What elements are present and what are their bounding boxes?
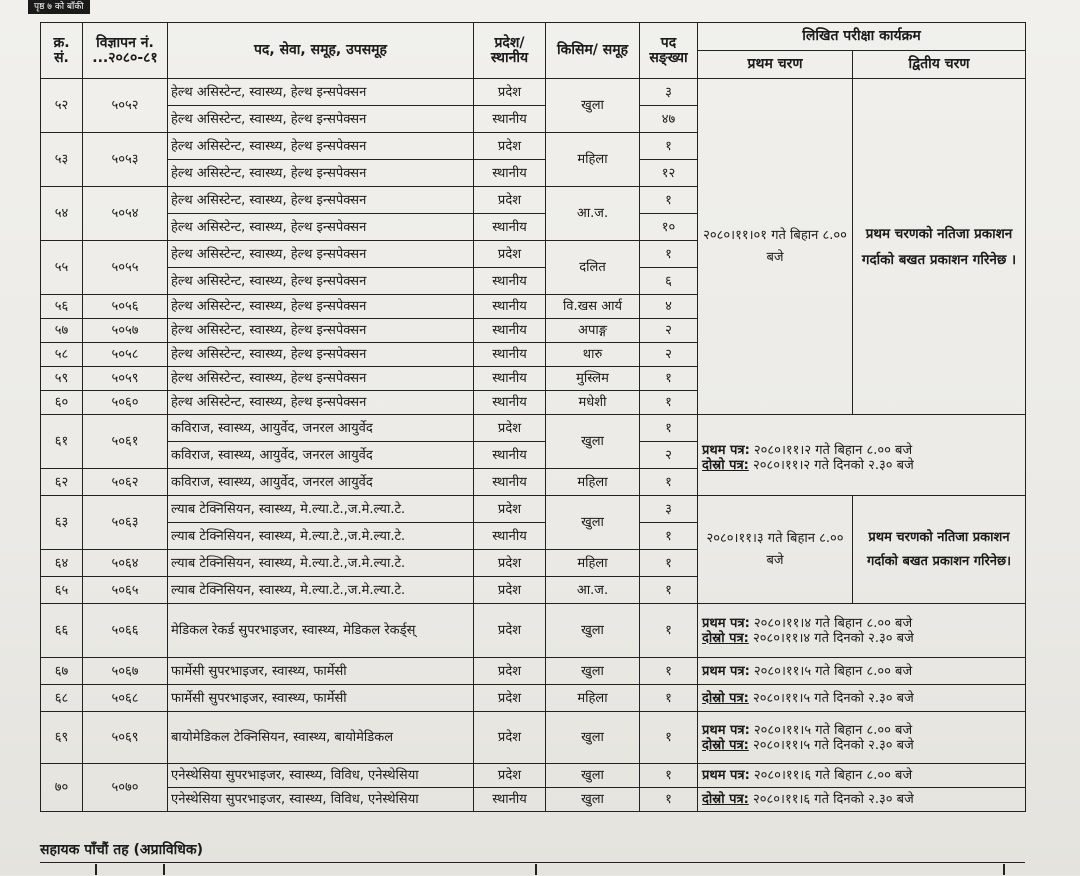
phase2-schedule-c: प्रथम चरणको नतिजा प्रकाशन गर्दाको बखत प्रकाशन गरिनेछ। xyxy=(853,496,1026,604)
row-post: हेल्थ असिस्टेन्ट, स्वास्थ्य, हेल्थ इन्सपेक्सन xyxy=(168,295,474,319)
first-paper-label: प्रथम पत्र: xyxy=(702,768,750,783)
second-paper-time: २०८०।११।२ गते दिनको २.३० बजे xyxy=(752,458,914,473)
row-count: २ xyxy=(640,319,698,343)
row-sn: ६४ xyxy=(41,550,83,577)
row-post: ल्याब टेक्निसियन, स्वास्थ्य, मे.ल्या.टे.,ज.मे.ल्या.टे. xyxy=(168,577,474,604)
row-post: हेल्थ असिस्टेन्ट, स्वास्थ्य, हेल्थ इन्सपेक्सन xyxy=(168,133,474,160)
row-type: महिला xyxy=(546,685,640,712)
exam-schedule-table xyxy=(40,22,1026,812)
phase2-schedule-a: प्रथम चरणको नतिजा प्रकाशन गर्दाको बखत प्रकाशन गरिनेछ । xyxy=(853,79,1026,415)
row-type: खुला xyxy=(546,496,640,550)
row-type: मधेशी xyxy=(546,391,640,415)
row-post: बायोमेडिकल टेक्निसियन, स्वास्थ्य, बायोमेडिकल xyxy=(168,712,474,764)
row-sn: ५८ xyxy=(41,343,83,367)
row-adv-no: ५०६५ xyxy=(83,577,168,604)
row-level: प्रदेश xyxy=(474,133,546,160)
header-post: पद, सेवा, समूह, उपसमूह xyxy=(168,23,474,79)
row-level: स्थानीय xyxy=(474,523,546,550)
row-level: स्थानीय xyxy=(474,788,546,812)
second-paper-label: दोस्रो पत्र: xyxy=(702,458,749,473)
row-adv-no: ५०६७ xyxy=(83,658,168,685)
row-post: हेल्थ असिस्टेन्ट, स्वास्थ्य, हेल्थ इन्सपेक्सन xyxy=(168,79,474,106)
row-level: प्रदेश xyxy=(474,550,546,577)
row-count: ३ xyxy=(640,496,698,523)
row-sn: ५७ xyxy=(41,319,83,343)
row-count: ६ xyxy=(640,268,698,295)
row-count: ३ xyxy=(640,79,698,106)
page-continuation-tag: पृष्ठ ७ को बाँकी xyxy=(28,0,90,14)
row-count: १ xyxy=(640,550,698,577)
row-post: हेल्थ असिस्टेन्ट, स्वास्थ्य, हेल्थ इन्सपेक्सन xyxy=(168,268,474,295)
divider xyxy=(163,864,165,875)
header-advertisement-no: विज्ञापन नं. ...२०८०-८१ xyxy=(83,23,168,79)
header-type-group: किसिम/ समूह xyxy=(546,23,640,79)
row-sn: ७० xyxy=(41,764,83,812)
first-paper-time: २०८०।११।५ गते बिहान ८.०० बजे xyxy=(753,663,913,679)
row-adv-no: ५०५६ xyxy=(83,295,168,319)
row-count: १ xyxy=(640,415,698,442)
next-section-title: सहायक पाँचौं तह (अप्राविधिक) xyxy=(40,842,204,858)
row-post: ल्याब टेक्निसियन, स्वास्थ्य, मे.ल्या.टे.,ज.मे.ल्या.टे. xyxy=(168,523,474,550)
schedule-g-first xyxy=(698,764,1026,788)
row-level: प्रदेश xyxy=(474,415,546,442)
row-level: स्थानीय xyxy=(474,106,546,133)
row-post: मेडिकल रेकर्ड सुपरभाइजर, स्वास्थ्य, मेडिकल रेकर्ड्स् xyxy=(168,604,474,658)
divider xyxy=(535,864,537,875)
schedule-d xyxy=(698,604,1026,658)
row-type: महिला xyxy=(546,550,640,577)
row-type: वि.खस आर्य xyxy=(546,295,640,319)
row-adv-no: ५०६६ xyxy=(83,604,168,658)
row-adv-no: ५०६९ xyxy=(83,712,168,764)
row-type: मुस्लिम xyxy=(546,367,640,391)
row-post: हेल्थ असिस्टेन्ट, स्वास्थ्य, हेल्थ इन्सपेक्सन xyxy=(168,391,474,415)
row-type: महिला xyxy=(546,469,640,496)
schedule-e-second xyxy=(698,685,1026,712)
table-row xyxy=(41,685,1026,712)
row-post: एनेस्थेसिया सुपरभाइजर, स्वास्थ्य, विविध, एनेस्थेसिया xyxy=(168,764,474,788)
row-post: हेल्थ असिस्टेन्ट, स्वास्थ्य, हेल्थ इन्सपेक्सन xyxy=(168,106,474,133)
phase1-schedule-c: २०८०।११।३ गते बिहान ८.०० बजे xyxy=(698,496,853,604)
table-row xyxy=(41,496,1026,523)
first-paper-label: प्रथम पत्र: xyxy=(702,663,750,679)
row-sn: ६६ xyxy=(41,604,83,658)
first-paper-label: प्रथम पत्र: xyxy=(702,722,750,738)
row-level: स्थानीय xyxy=(474,367,546,391)
table-row xyxy=(41,712,1026,764)
row-level: प्रदेश xyxy=(474,604,546,658)
row-count: १ xyxy=(640,241,698,268)
row-level: स्थानीय xyxy=(474,469,546,496)
row-post: ल्याब टेक्निसियन, स्वास्थ्य, मे.ल्या.टे.,ज.मे.ल्या.टे. xyxy=(168,550,474,577)
row-count: ४ xyxy=(640,295,698,319)
header-first-phase: प्रथम चरण xyxy=(698,51,853,79)
row-count: २ xyxy=(640,442,698,469)
row-type: आ.ज. xyxy=(546,577,640,604)
row-sn: ६५ xyxy=(41,577,83,604)
row-post: ल्याब टेक्निसियन, स्वास्थ्य, मे.ल्या.टे.,ज.मे.ल्या.टे. xyxy=(168,496,474,523)
row-adv-no: ५०७० xyxy=(83,764,168,812)
header-second-phase: द्वितीय चरण xyxy=(853,51,1026,79)
first-paper-time: २०८०।११।५ गते बिहान ८.०० बजे xyxy=(753,722,913,738)
row-level: स्थानीय xyxy=(474,343,546,367)
row-post: हेल्थ असिस्टेन्ट, स्वास्थ्य, हेल्थ इन्सपेक्सन xyxy=(168,319,474,343)
row-count: ४७ xyxy=(640,106,698,133)
row-adv-no: ५०५९ xyxy=(83,367,168,391)
row-level: स्थानीय xyxy=(474,160,546,187)
row-level: स्थानीय xyxy=(474,391,546,415)
row-type: थारु xyxy=(546,343,640,367)
row-type: अपाङ्ग xyxy=(546,319,640,343)
row-adv-no: ५०६० xyxy=(83,391,168,415)
row-type: खुला xyxy=(546,712,640,764)
header-sn: क्र. सं. xyxy=(41,23,83,79)
row-adv-no: ५०६२ xyxy=(83,469,168,496)
row-sn: ५३ xyxy=(41,133,83,187)
row-level: स्थानीय xyxy=(474,268,546,295)
row-level: प्रदेश xyxy=(474,577,546,604)
row-level: स्थानीय xyxy=(474,442,546,469)
row-type: महिला xyxy=(546,133,640,187)
row-level: प्रदेश xyxy=(474,764,546,788)
row-count: १ xyxy=(640,658,698,685)
row-level: प्रदेश xyxy=(474,712,546,764)
row-sn: ५५ xyxy=(41,241,83,295)
row-adv-no: ५०५७ xyxy=(83,319,168,343)
second-paper-label: दोस्रो पत्र: xyxy=(702,630,749,646)
row-sn: ५६ xyxy=(41,295,83,319)
row-count: १ xyxy=(640,187,698,214)
row-sn: ६७ xyxy=(41,658,83,685)
row-adv-no: ५०५४ xyxy=(83,187,168,241)
row-count: १२ xyxy=(640,160,698,187)
first-paper-time: २०८०।११।२ गते बिहान ८.०० बजे xyxy=(753,443,913,458)
row-sn: ५४ xyxy=(41,187,83,241)
second-paper-label: दोस्रो पत्र: xyxy=(702,737,749,753)
row-adv-no: ५०५३ xyxy=(83,133,168,187)
schedule-b xyxy=(698,415,1026,496)
row-adv-no: ५०५८ xyxy=(83,343,168,367)
table-row xyxy=(41,79,1026,106)
table-row xyxy=(41,415,1026,442)
row-type: खुला xyxy=(546,604,640,658)
row-count: १० xyxy=(640,214,698,241)
row-post: हेल्थ असिस्टेन्ट, स्वास्थ्य, हेल्थ इन्सपेक्सन xyxy=(168,241,474,268)
row-type: खुला xyxy=(546,788,640,812)
row-type: खुला xyxy=(546,79,640,133)
header-written-exam: लिखित परीक्षा कार्यक्रम xyxy=(698,23,1026,51)
row-adv-no: ५०५५ xyxy=(83,241,168,295)
row-sn: ६१ xyxy=(41,415,83,469)
row-level: स्थानीय xyxy=(474,295,546,319)
row-count: १ xyxy=(640,391,698,415)
row-count: १ xyxy=(640,133,698,160)
row-level: प्रदेश xyxy=(474,685,546,712)
row-level: स्थानीय xyxy=(474,214,546,241)
row-level: प्रदेश xyxy=(474,187,546,214)
row-count: १ xyxy=(640,367,698,391)
row-count: १ xyxy=(640,469,698,496)
row-post: कविराज, स्वास्थ्य, आयुर्वेद, जनरल आयुर्वेद xyxy=(168,415,474,442)
second-paper-time: २०८०।११।५ गते दिनको २.३० बजे xyxy=(752,690,914,706)
row-adv-no: ५०६१ xyxy=(83,415,168,469)
header-province-local: प्रदेश/ स्थानीय xyxy=(474,23,546,79)
schedule-e-first xyxy=(698,658,1026,685)
row-count: १ xyxy=(640,788,698,812)
table-row xyxy=(41,764,1026,788)
row-post: एनेस्थेसिया सुपरभाइजर, स्वास्थ्य, विविध, एनेस्थेसिया xyxy=(168,788,474,812)
row-count: २ xyxy=(640,343,698,367)
row-type: खुला xyxy=(546,764,640,788)
row-type: आ.ज. xyxy=(546,187,640,241)
row-count: १ xyxy=(640,685,698,712)
row-post: हेल्थ असिस्टेन्ट, स्वास्थ्य, हेल्थ इन्सपेक्सन xyxy=(168,187,474,214)
second-paper-label: दोस्रो पत्र: xyxy=(702,690,749,706)
row-post: हेल्थ असिस्टेन्ट, स्वास्थ्य, हेल्थ इन्सपेक्सन xyxy=(168,214,474,241)
row-count: १ xyxy=(640,577,698,604)
row-count: १ xyxy=(640,712,698,764)
row-post: फार्मेसी सुपरभाइजर, स्वास्थ्य, फार्मेसी xyxy=(168,685,474,712)
row-level: प्रदेश xyxy=(474,658,546,685)
row-type: खुला xyxy=(546,658,640,685)
row-sn: ६२ xyxy=(41,469,83,496)
phase1-schedule-a: २०८०।११।०१ गते बिहान ८.०० बजे xyxy=(698,79,853,415)
row-sn: ६० xyxy=(41,391,83,415)
first-paper-label: प्रथम पत्र: xyxy=(702,443,750,458)
next-table-top-border xyxy=(40,862,1025,876)
table-row xyxy=(41,788,1026,812)
row-type: दलित xyxy=(546,241,640,295)
table-row xyxy=(41,604,1026,658)
row-count: १ xyxy=(640,764,698,788)
divider xyxy=(1003,864,1005,875)
row-adv-no: ५०५२ xyxy=(83,79,168,133)
row-sn: ६९ xyxy=(41,712,83,764)
divider xyxy=(95,864,97,875)
first-paper-label: प्रथम पत्र: xyxy=(702,615,750,631)
row-adv-no: ५०६३ xyxy=(83,496,168,550)
row-adv-no: ५०६४ xyxy=(83,550,168,577)
row-post: कविराज, स्वास्थ्य, आयुर्वेद, जनरल आयुर्वेद xyxy=(168,442,474,469)
row-post: हेल्थ असिस्टेन्ट, स्वास्थ्य, हेल्थ इन्सपेक्सन xyxy=(168,343,474,367)
row-post: कविराज, स्वास्थ्य, आयुर्वेद, जनरल आयुर्वेद xyxy=(168,469,474,496)
first-paper-time: २०८०।११।४ गते बिहान ८.०० बजे xyxy=(753,615,913,631)
row-sn: ५९ xyxy=(41,367,83,391)
row-sn: ६३ xyxy=(41,496,83,550)
row-post: हेल्थ असिस्टेन्ट, स्वास्थ्य, हेल्थ इन्सपेक्सन xyxy=(168,367,474,391)
second-paper-time: २०८०।११।६ गते दिनको २.३० बजे xyxy=(752,792,914,807)
row-sn: ६८ xyxy=(41,685,83,712)
second-paper-label: दोस्रो पत्र: xyxy=(702,792,749,807)
row-level: प्रदेश xyxy=(474,241,546,268)
row-level: स्थानीय xyxy=(474,319,546,343)
table-row xyxy=(41,658,1026,685)
header-post-count: पद सङ्ख्या xyxy=(640,23,698,79)
row-level: प्रदेश xyxy=(474,496,546,523)
second-paper-time: २०८०।११।५ गते दिनको २.३० बजे xyxy=(752,737,914,753)
schedule-g-second xyxy=(698,788,1026,812)
row-post: हेल्थ असिस्टेन्ट, स्वास्थ्य, हेल्थ इन्सपेक्सन xyxy=(168,160,474,187)
row-level: प्रदेश xyxy=(474,79,546,106)
row-count: १ xyxy=(640,604,698,658)
row-adv-no: ५०६८ xyxy=(83,685,168,712)
row-type: खुला xyxy=(546,415,640,469)
first-paper-time: २०८०।११।६ गते बिहान ८.०० बजे xyxy=(753,768,913,783)
second-paper-time: २०८०।११।४ गते दिनको २.३० बजे xyxy=(752,630,914,646)
schedule-f xyxy=(698,712,1026,764)
row-post: फार्मेसी सुपरभाइजर, स्वास्थ्य, फार्मेसी xyxy=(168,658,474,685)
row-count: १ xyxy=(640,523,698,550)
row-sn: ५२ xyxy=(41,79,83,133)
